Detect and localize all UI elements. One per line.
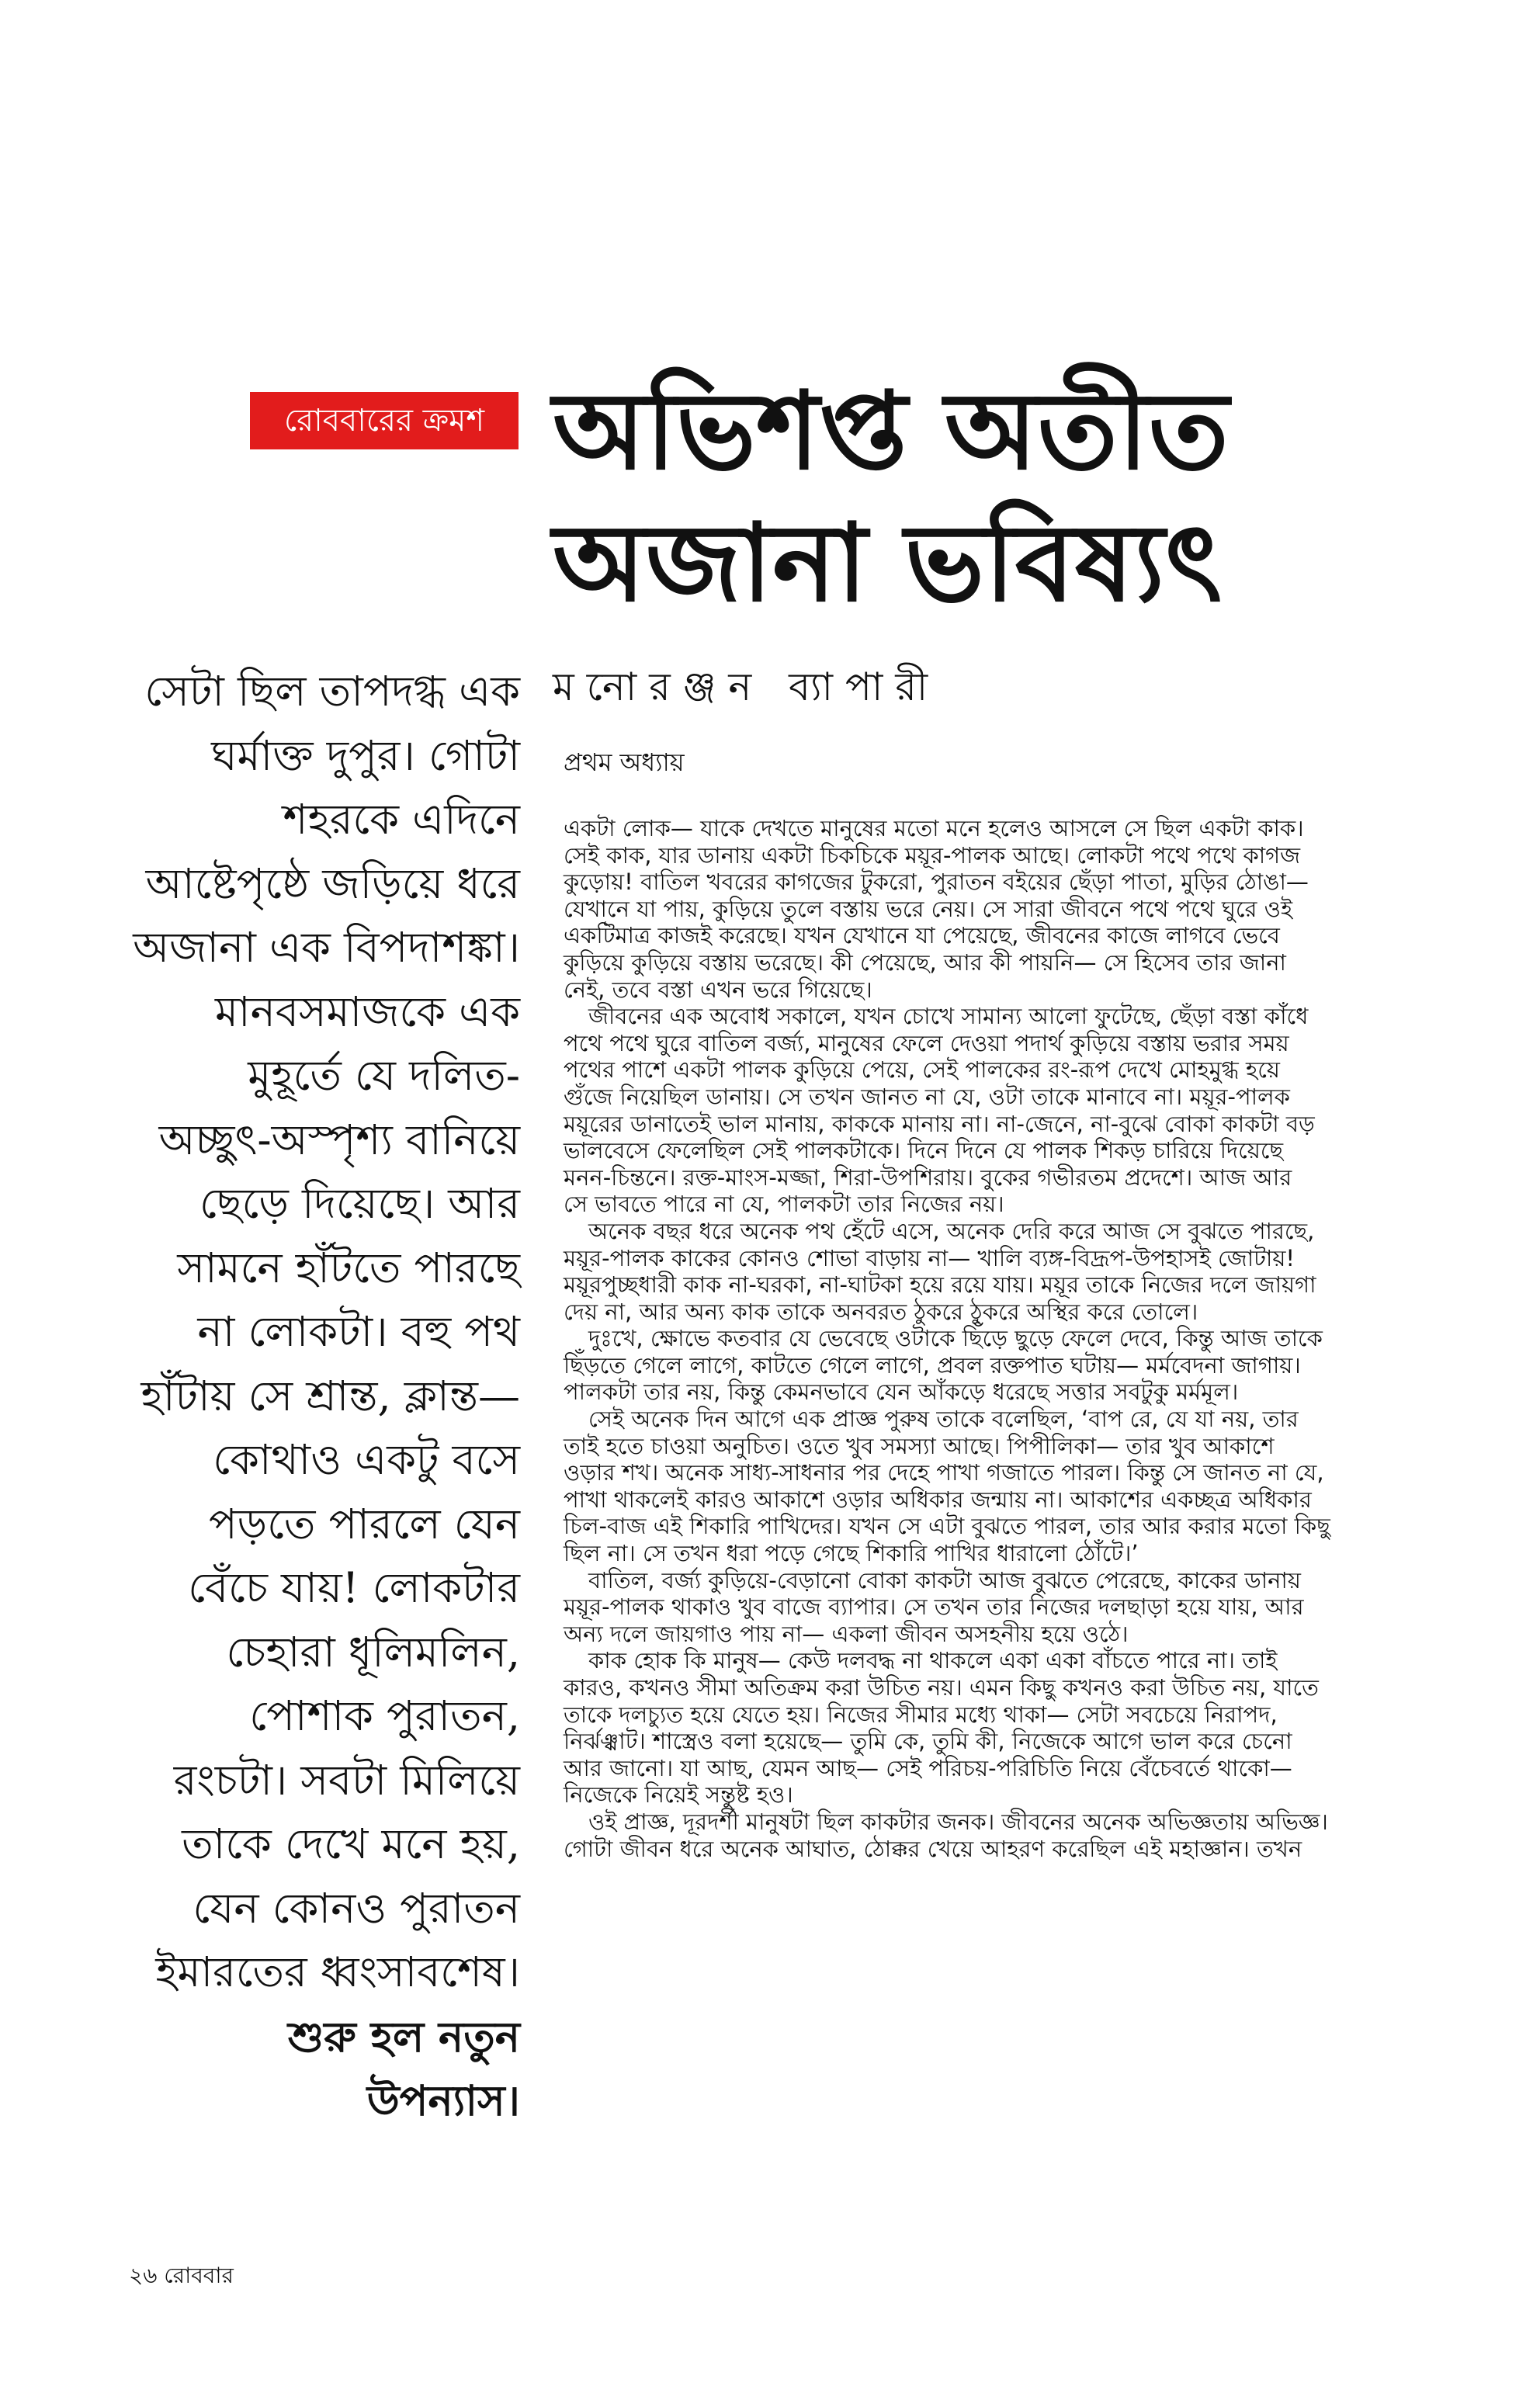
body-line: ময়ূরপুচ্ছধারী কাক না-ঘরকা, না-ঘাটকা হয়ে রয়ে যায়। ময়ূর তাকে নিজের দলে জায়গা [564, 1271, 1316, 1299]
lede-paragraph [116, 660, 520, 2133]
lede-line: অচ্ছুৎ-অস্পৃশ্য বানিয়ে [158, 1115, 520, 1164]
body-line: আর জানো। যা আছ, যেমন আছ— সেই পরিচয়-পরিচিতি নিয়ে বেঁচেবর্তে থাকো— [564, 1754, 1292, 1781]
body-line: জীবনের এক অবোধ সকালে, যখন চোখে সামান্য আলো ফুটেছে, ছেঁড়া বস্তা কাঁধে [588, 1003, 1309, 1030]
body-line: সেই অনেক দিন আগে এক প্রাজ্ঞ পুরুষ তাকে বলেছিল, ‘বাপ রে, যে যা নয়, তার [588, 1406, 1299, 1433]
lede-line: তাকে দেখে মনে হয়, [182, 1819, 520, 1868]
body-line: সে ভাবতে পারে না যে, পালকটা তার নিজের নয়। [564, 1191, 1004, 1218]
body-line: একটিমাত্র কাজই করেছে। যখন যেখানে যা পেয়েছে, জীবনের কাজে লাগবে ভেবে [564, 922, 1280, 949]
lede-line: সেটা ছিল তাপদগ্ধ এক [144, 667, 520, 716]
lede-line: কোথাও একটু বসে [213, 1435, 520, 1484]
lede-line: হাঁটায় সে শ্রান্ত, ক্লান্ত— [140, 1371, 520, 1420]
body-line: ময়ূর-পালক কাকের কোনও শোভা বাড়ায় না— খালি ব্যঙ্গ-বিদ্রূপ-উপহাসই জোটায়! [564, 1244, 1295, 1271]
body-line: নিজেকে নিয়েই সন্তুষ্ট হও। [564, 1781, 793, 1809]
body-line: অন্য দলে জায়গাও পায় না— একলা জীবন অসহনীয় হয়ে ওঠে। [564, 1620, 1129, 1647]
body-line: গুঁজে নিয়েছিল ডানায়। সে তখন জানত না যে, ওটা তাকে মানাবে না। ময়ূর-পালক [564, 1083, 1290, 1110]
body-line: দুঃখে, ক্ষোভে কতবার যে ভেবেছে ওটাকে ছিঁড়ে ছুড়ে ফেলে দেবে, কিন্তু আজ তাকে [588, 1325, 1323, 1352]
lede-line: পোশাক পুরাতন, [249, 1691, 520, 1740]
chapter-heading: প্রথম অধ্যায় [564, 747, 685, 777]
body-line: চিল-বাজ এই শিকারি পাখিদের। যখন সে এটা বুঝতে পারল, তার আর করার মতো কিছু [564, 1513, 1330, 1540]
body-line: কুড়োয়! বাতিল খবরের কাগজের টুকরো, পুরাতন বইয়ের ছেঁড়া পাতা, মুড়ির ঠোঙা— [564, 869, 1309, 896]
lede-line: আষ্টেপৃষ্ঠে জড়িয়ে ধরে [145, 858, 520, 908]
author-byline: মনোরঞ্জন ব্যাপারী [553, 664, 941, 709]
body-line: সেই কাক, যার ডানায় একটা চিকচিকে ময়ূর-পালক আছে। লোকটা পথে পথে কাগজ [564, 841, 1301, 869]
body-line: কাক হোক কি মানুষ— কেউ দলবদ্ধ না থাকলে একা একা বাঁচতে পারে না। তাই [588, 1647, 1278, 1674]
body-line: নির্ঝঞ্ঝাট। শাস্ত্রেও বলা হয়েছে— তুমি কে, তুমি কী, নিজেকে আগে ভাল করে চেনো [564, 1728, 1292, 1755]
lede-announcement-line: শুরু হল নতুন [287, 2011, 520, 2062]
body-line: ময়ূরের ডানাতেই ভাল মানায়, কাককে মানায় না। না-জেনে, না-বুঝে বোকা কাকটা বড় [564, 1110, 1315, 1137]
body-line: গোটা জীবন ধরে অনেক আঘাত, ঠোক্কর খেয়ে আহরণ করেছিল এই মহাজ্ঞান। তখন [564, 1835, 1302, 1862]
lede-line: রংচটা। সবটা মিলিয়ে [173, 1755, 520, 1805]
section-tag: রোববারের ক্রমশ [250, 392, 519, 449]
body-line: তাই হতে চাওয়া অনুচিত। ওতে খুব সমস্যা আছে। পিপীলিকা— তার খুব আকাশে [564, 1432, 1275, 1459]
body-line: ময়ূর-পালক থাকাও খুব বাজে ব্যাপার। সে তখন তার নিজের দলছাড়া হয়ে যায়, আর [564, 1594, 1304, 1621]
body-line: একটা লোক— যাকে দেখতে মানুষের মতো মনে হলেও আসলে সে ছিল একটা কাক। [564, 815, 1304, 841]
body-line: যেখানে যা পায়, কুড়িয়ে তুলে বস্তায় ভরে নেয়। সে সারা জীবনে পথে পথে ঘুরে ওই [564, 895, 1293, 922]
title-line: অজানা ভবিষ্যৎ [553, 499, 1223, 626]
body-line: অনেক বছর ধরে অনেক পথ হেঁটে এসে, অনেক দেরি করে আজ সে বুঝতে পারছে, [588, 1217, 1315, 1244]
article-title [553, 365, 1329, 629]
lede-line: না লোকটা। বহু পথ [197, 1307, 520, 1356]
body-line: তাকে দলচ্যুত হয়ে যেতে হয়। নিজের সীমার মধ্যে থাকা— সেটা সবচেয়ে নিরাপদ, [564, 1701, 1278, 1728]
body-line: পথের পাশে একটা পালক কুড়িয়ে পেয়ে, সেই পালকের রং-রূপ দেখে মোহমুগ্ধ হয়ে [564, 1056, 1281, 1084]
lede-line: ইমারতের ধ্বংসাবশেষ। [155, 1947, 520, 1996]
body-line: কুড়িয়ে কুড়িয়ে বস্তায় ভরেছে। কী পেয়েছে, আর কী পায়নি— সে হিসেব তার জানা [564, 949, 1286, 976]
body-line: ছিল না। সে তখন ধরা পড়ে গেছে শিকারি পাখির ধারালো ঠোঁটে।’ [564, 1540, 1139, 1567]
body-line: পথে পথে ঘুরে বাতিল বর্জ্য, মানুষের ফেলে দেওয়া পদার্থ কুড়িয়ে বস্তায় ভরার সময় [564, 1029, 1289, 1056]
body-line: নেই, তবে বস্তা এখন ভরে গিয়েছে। [564, 976, 872, 1003]
lede-line: যেন কোনও পুরাতন [192, 1883, 520, 1933]
lede-line: মুহূর্তে যে দলিত- [248, 1051, 520, 1100]
body-line: কারও, কখনও সীমা অতিক্রম করা উচিত নয়। এমন কিছু কখনও করা উচিত নয়, যাতে [564, 1674, 1319, 1701]
body-line: মনন-চিন্তনে। রক্ত-মাংস-মজ্জা, শিরা-উপশিরায়। বুকের গভীরতম প্রদেশে। আজ আর [564, 1164, 1292, 1191]
body-line: ভালবেসে ফেলেছিল সেই পালকটাকে। দিনে দিনে যে পালক শিকড় চারিয়ে দিয়েছে [564, 1137, 1284, 1164]
lede-line: বেঁচে যায়! লোকটার [188, 1563, 520, 1612]
body-line: ছিঁড়তে গেলে লাগে, কাটতে গেলে লাগে, প্রবল রক্তপাত ঘটায়— মর্মবেদনা জাগায়। [564, 1351, 1301, 1379]
lede-line: ঘর্মাক্ত দুপুর। গোটা [211, 730, 520, 780]
lede-announcement-line: উপন্যাস। [366, 2076, 520, 2125]
lede-line: মানবসমাজকে এক [214, 987, 520, 1036]
article-body [564, 815, 1441, 1862]
body-line: বাতিল, বর্জ্য কুড়িয়ে-বেড়ানো বোকা কাকটা আজ বুঝতে পেরেছে, কাকের ডানায় [588, 1566, 1301, 1594]
lede-line: চেহারা ধূলিমলিন, [226, 1627, 520, 1677]
lede-line: সামনে হাঁটতে পারছে [177, 1243, 520, 1292]
body-line: ওড়ার শখ। অনেক সাধ্য-সাধনার পর দেহে পাখা গজাতে পারল। কিন্তু সে জানত না যে, [564, 1459, 1324, 1486]
lede-line: শহরকে এদিনে [283, 795, 520, 844]
title-line: অভিশপ্ত অতীত [553, 367, 1230, 494]
body-line: পাখা থাকলেই কারও আকাশে ওড়ার অধিকার জন্মায় না। আকাশের একচ্ছত্র অধিকার [564, 1486, 1312, 1513]
lede-line: ছেড়ে দিয়েছে। আর [199, 1179, 520, 1228]
body-line: পালকটা তার নয়, কিন্তু কেমনভাবে যেন আঁকড়ে ধরেছে সত্তার সবটুকু মর্মমূল। [564, 1379, 1239, 1406]
page-folio: ২৬ রোববার [129, 2263, 234, 2288]
lede-line: অজানা এক বিপদাশঙ্কা। [133, 923, 520, 972]
body-line: ওই প্রাজ্ঞ, দূরদর্শী মানুষটা ছিল কাকটার জনক। জীবনের অনেক অভিজ্ঞতায় অভিজ্ঞ। [588, 1808, 1328, 1835]
body-line: দেয় না, আর অন্য কাক তাকে অনবরত ঠুকরে ঠুকরে অস্থির করে তোলে। [564, 1298, 1198, 1325]
lede-line: পড়তে পারলে যেন [209, 1499, 520, 1549]
